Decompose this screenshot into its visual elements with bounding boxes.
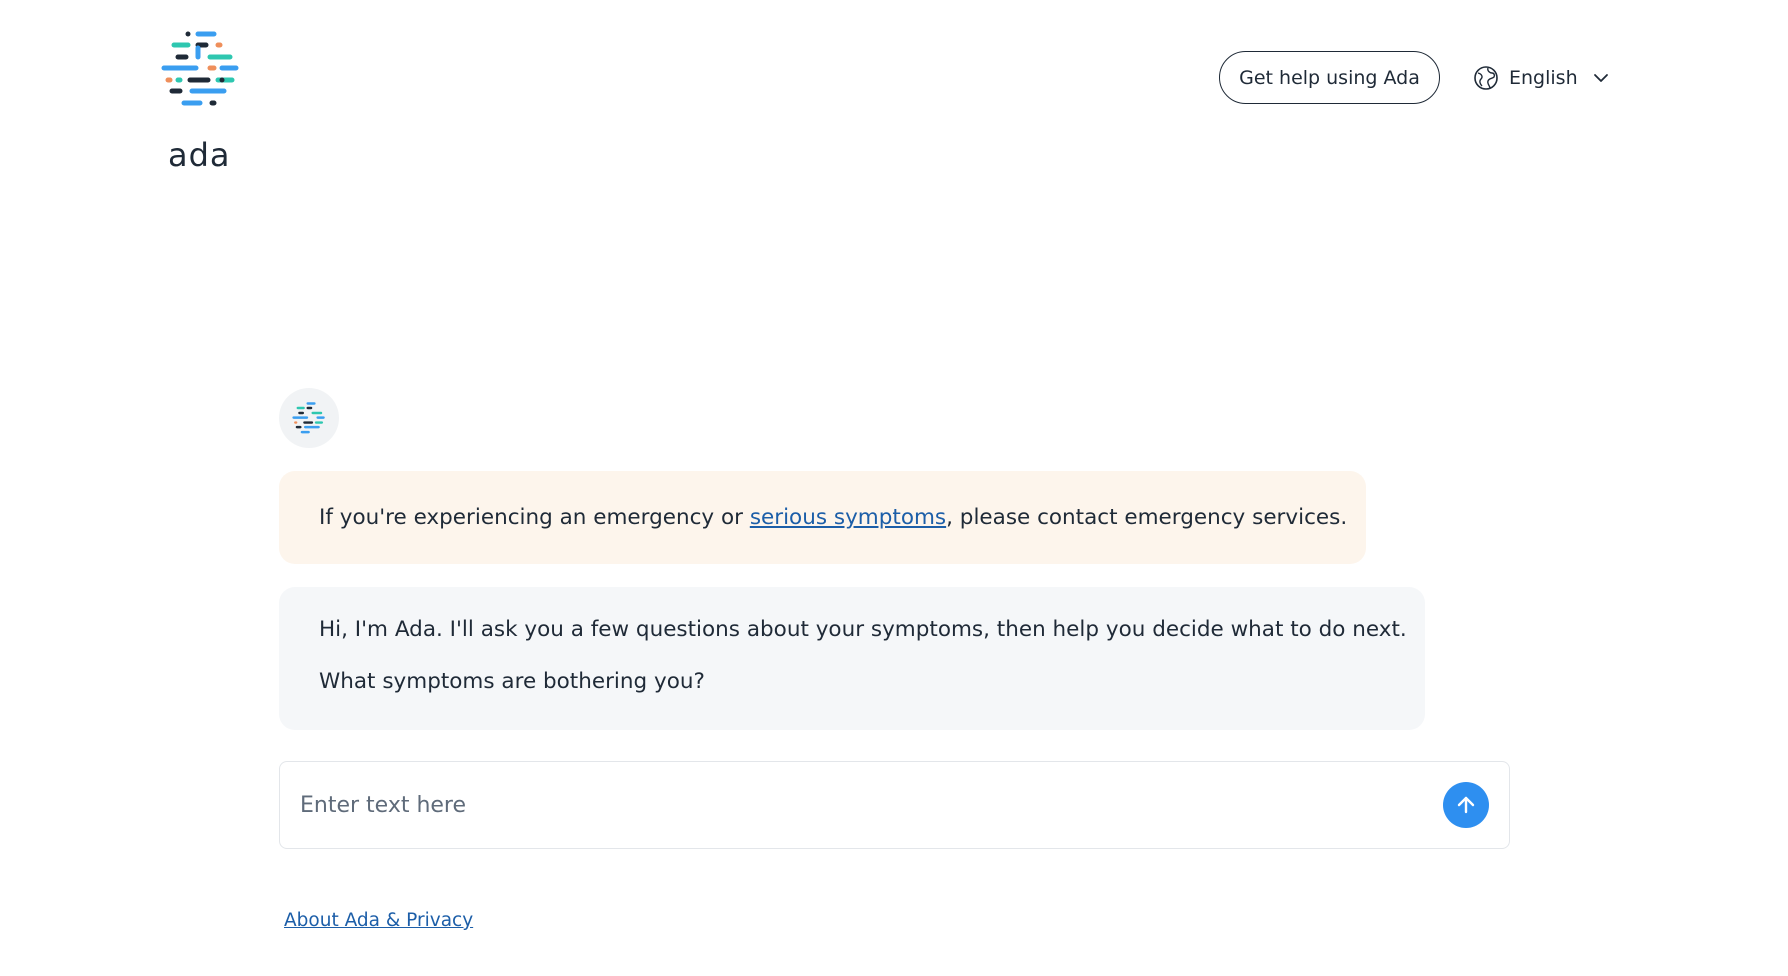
ada-avatar-icon	[292, 401, 326, 435]
about-privacy-link[interactable]: About Ada & Privacy	[284, 910, 474, 931]
language-label: English	[1509, 67, 1578, 89]
get-help-button[interactable]: Get help using Ada	[1219, 51, 1440, 104]
language-selector[interactable]	[1473, 62, 1610, 94]
emergency-warning	[279, 471, 1366, 564]
ada-avatar	[279, 388, 339, 448]
arrow-up-icon	[1455, 794, 1477, 816]
globe-icon	[1473, 65, 1499, 91]
send-button[interactable]	[1443, 782, 1489, 828]
serious-symptoms-link[interactable]: serious symptoms	[749, 505, 947, 530]
ada-logo-mark-icon	[160, 28, 242, 134]
logo-wordmark: ada	[168, 136, 231, 174]
chevron-down-icon	[1592, 69, 1610, 87]
symptom-text-input[interactable]	[300, 793, 1443, 818]
ada-message	[279, 587, 1425, 730]
ada-logo[interactable]	[160, 28, 242, 174]
message-composer	[279, 761, 1510, 849]
warning-text-suffix: , please contact emergency services.	[946, 505, 1348, 530]
warning-text-prefix: If you're experiencing an emergency or	[319, 505, 750, 530]
message-intro: Hi, I'm Ada. I'll ask you a few questions about your symptoms, then help you decide what to do next.	[319, 617, 1407, 642]
message-question: What symptoms are bothering you?	[319, 669, 705, 694]
